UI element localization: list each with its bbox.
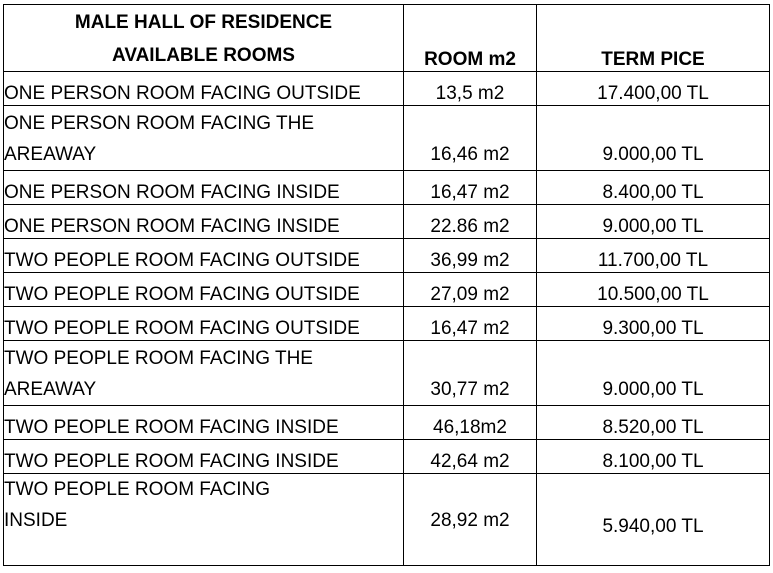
- room-area-cell: 46,18m2: [404, 406, 537, 440]
- room-name-cell: ONE PERSON ROOM FACING OUTSIDE: [4, 72, 404, 106]
- room-price-cell: 8.100,00 TL: [537, 440, 770, 474]
- room-area-value: 28,92 m2: [430, 510, 510, 531]
- room-area-cell: 42,64 m2: [404, 440, 537, 474]
- table-row: [4, 205, 770, 239]
- room-name-cell: TWO PEOPLE ROOM FACING INSIDE: [4, 440, 404, 474]
- table-header-row: [4, 5, 770, 72]
- room-area-cell: [404, 106, 537, 171]
- room-price-cell: 8.400,00 TL: [537, 171, 770, 205]
- header-title-cell: [4, 5, 404, 72]
- room-price-cell: 10.500,00 TL: [537, 273, 770, 307]
- room-price-cell: [537, 474, 770, 566]
- room-name-cell: TWO PEOPLE ROOM FACING OUTSIDE: [4, 307, 404, 341]
- table-row: [4, 72, 770, 106]
- table-row: [4, 171, 770, 205]
- room-name-line2: INSIDE: [4, 510, 68, 531]
- room-area-cell: 16,47 m2: [404, 171, 537, 205]
- room-price-value: 5.940,00 TL: [602, 516, 704, 537]
- column-header-room-area: ROOM m2: [404, 5, 537, 72]
- room-area-cell: 36,99 m2: [404, 239, 537, 273]
- room-price-cell: [537, 341, 770, 406]
- room-name-cell: TWO PEOPLE ROOM FACING INSIDE: [4, 406, 404, 440]
- room-price-cell: [537, 106, 770, 171]
- table-row: [4, 307, 770, 341]
- table-row: [4, 106, 770, 171]
- room-price-cell: 9.300,00 TL: [537, 307, 770, 341]
- room-name-cell: ONE PERSON ROOM FACING INSIDE: [4, 205, 404, 239]
- table-title-line1: MALE HALL OF RESIDENCE: [74, 12, 333, 33]
- room-area-cell: 22.86 m2: [404, 205, 537, 239]
- room-price-cell: 17.400,00 TL: [537, 72, 770, 106]
- room-price-cell: 8.520,00 TL: [537, 406, 770, 440]
- room-area-cell: 27,09 m2: [404, 273, 537, 307]
- rooms-table: [3, 4, 770, 566]
- room-price-cell: 9.000,00 TL: [537, 205, 770, 239]
- room-name-line2: AREAWAY: [4, 144, 97, 165]
- table-row: [4, 474, 770, 566]
- table-row: [4, 273, 770, 307]
- room-name-cell: [4, 474, 404, 566]
- room-name-cell: TWO PEOPLE ROOM FACING OUTSIDE: [4, 239, 404, 273]
- room-name-line1: TWO PEOPLE ROOM FACING THE: [4, 348, 313, 369]
- room-name-line2: AREAWAY: [4, 379, 97, 400]
- room-price-value: 9.000,00 TL: [602, 144, 704, 165]
- room-area-cell: 16,47 m2: [404, 307, 537, 341]
- table-title-line2: AVAILABLE ROOMS: [112, 45, 295, 66]
- room-price-value: 9.000,00 TL: [602, 379, 704, 400]
- table-row: [4, 341, 770, 406]
- table-row: [4, 440, 770, 474]
- room-area-value: 30,77 m2: [430, 379, 510, 400]
- room-name-cell: [4, 341, 404, 406]
- table-row: [4, 239, 770, 273]
- table-row: [4, 406, 770, 440]
- room-area-cell: [404, 474, 537, 566]
- room-name-line1: ONE PERSON ROOM FACING THE: [4, 113, 315, 134]
- room-name-cell: [4, 106, 404, 171]
- room-price-cell: 11.700,00 TL: [537, 239, 770, 273]
- room-area-value: 16,46 m2: [430, 144, 510, 165]
- room-name-cell: ONE PERSON ROOM FACING INSIDE: [4, 171, 404, 205]
- room-area-cell: 13,5 m2: [404, 72, 537, 106]
- room-name-cell: TWO PEOPLE ROOM FACING OUTSIDE: [4, 273, 404, 307]
- room-name-line1: TWO PEOPLE ROOM FACING: [4, 479, 271, 500]
- column-header-term-price: TERM PICE: [537, 5, 770, 72]
- room-area-cell: [404, 341, 537, 406]
